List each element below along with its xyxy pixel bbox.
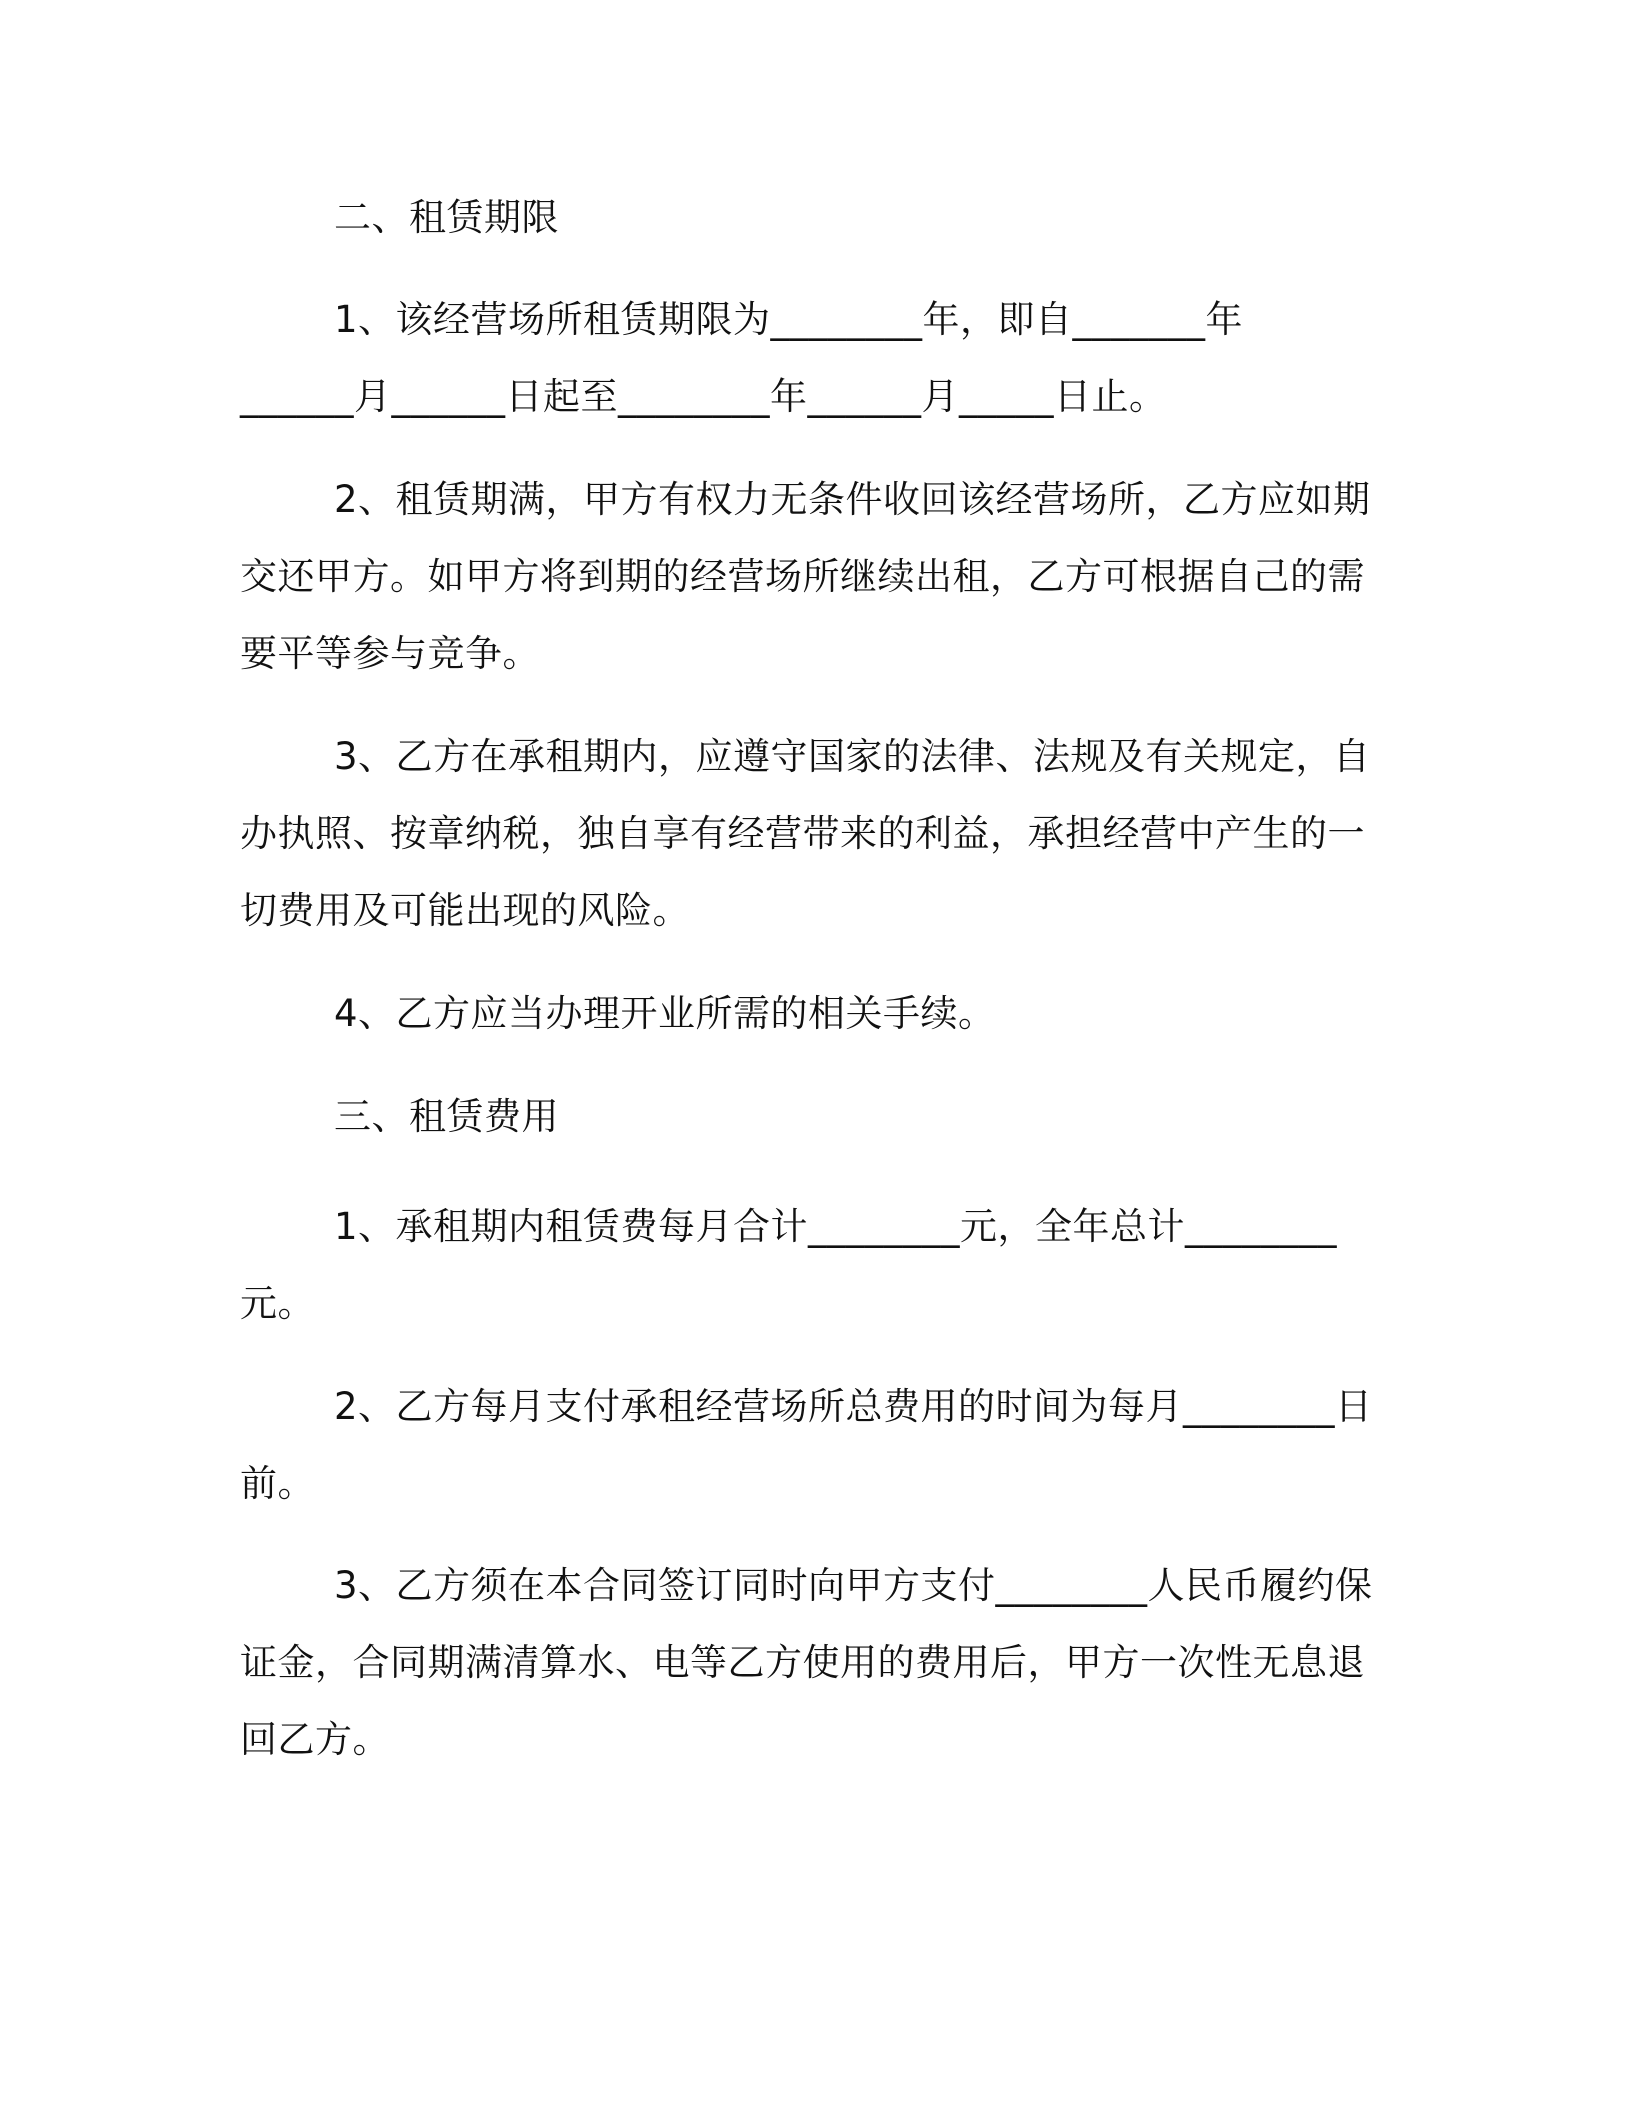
clause-2-2-line-3: 要平等参与竞争。 [240,632,540,675]
section-heading-lease-fees: 三、租赁费用 [334,1095,559,1138]
clause-2-1-line-2: ______月______日起至________年______月_____日止。 [240,375,1167,418]
clause-3-3-line-3: 回乙方。 [240,1718,390,1761]
clause-3-3-line-1: 3、乙方须在本合同签订同时向甲方支付________人民币履约保 [334,1564,1373,1607]
clause-2-4-line-1: 4、乙方应当办理开业所需的相关手续。 [334,992,996,1035]
clause-2-1-line-1: 1、该经营场所租赁期限为________年，即自_______年 [334,298,1244,341]
clause-2-3-line-3: 切费用及可能出现的风险。 [240,889,690,932]
clause-3-1-line-1: 1、承租期内租赁费每月合计________元，全年总计________ [334,1205,1338,1248]
clause-3-1-line-2: 元。 [240,1282,315,1325]
clause-3-2-line-1: 2、乙方每月支付承租经营场所总费用的时间为每月________日 [334,1385,1373,1428]
clause-2-3-line-2: 办执照、按章纳税，独自享有经营带来的利益，承担经营中产生的一 [240,812,1365,855]
clause-2-2-line-1: 2、租赁期满，甲方有权力无条件收回该经营场所，乙方应如期 [334,478,1371,521]
section-heading-lease-term: 二、租赁期限 [334,196,559,239]
clause-3-3-line-2: 证金，合同期满清算水、电等乙方使用的费用后，甲方一次性无息退 [240,1641,1365,1684]
clause-2-3-line-1: 3、乙方在承租期内，应遵守国家的法律、法规及有关规定，自 [334,735,1371,778]
clause-3-2-line-2: 前。 [240,1462,315,1505]
clause-2-2-line-2: 交还甲方。如甲方将到期的经营场所继续出租，乙方可根据自己的需 [240,555,1365,598]
